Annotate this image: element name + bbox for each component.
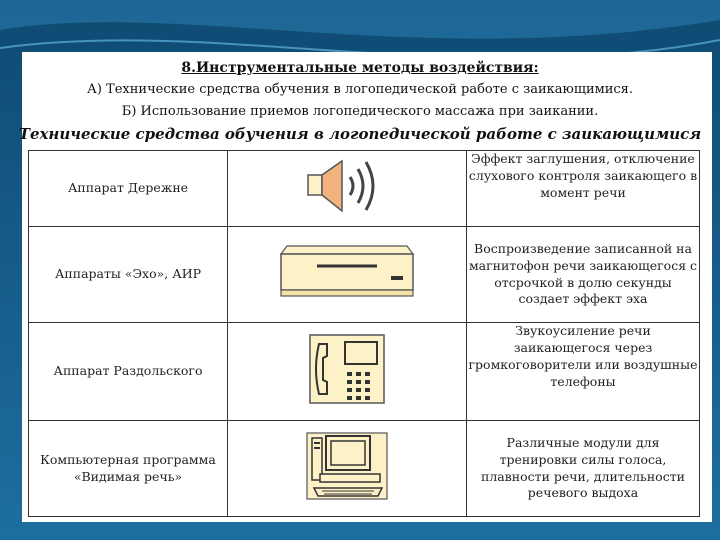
device-icon-cell (228, 151, 467, 227)
table-subtitle: Технические средства обучения в логопедической работе с заикающимися (18, 125, 702, 143)
device-name: Аппарат Дережне (29, 151, 228, 227)
disk-drive-icon (277, 244, 417, 305)
device-name: Аппарат Раздольского (29, 323, 228, 421)
device-name: Аппараты «Эхо», АИР (29, 227, 228, 323)
speaker-icon (306, 157, 388, 220)
device-icon-cell (228, 227, 467, 323)
table-row (29, 323, 700, 421)
table-row (29, 421, 700, 517)
table-row (29, 151, 700, 227)
telephone-icon (309, 334, 385, 409)
device-description: Звукоусиление речи заикающегося через громкоговорители или воздушные телефоны (467, 323, 700, 421)
device-description: Эффект заглушения, отключение слухового контроля заикающего в момент речи (467, 151, 700, 227)
device-name: Компьютерная программа «Видимая речь» (29, 421, 228, 517)
device-description: Воспроизведение записанной на магнитофон речи заикающегося с отсрочкой в долю секунды создает эффект эха (467, 227, 700, 323)
item-b-text: Б) Использование приемов логопедического массажа при заикании. (121, 104, 599, 119)
table-row (29, 227, 700, 323)
slide-heading: 8.Инструментальные методы воздействия: (181, 60, 539, 76)
device-icon-cell (228, 323, 467, 421)
device-description: Различные модули для тренировки силы голоса, плавности речи, длительности речевого выдоха (467, 421, 700, 517)
devices-table (28, 150, 700, 517)
item-a-text: А) Технические средства обучения в логопедической работе с заикающимися. (87, 82, 633, 97)
computer-icon (306, 432, 388, 505)
device-icon-cell (228, 421, 467, 517)
